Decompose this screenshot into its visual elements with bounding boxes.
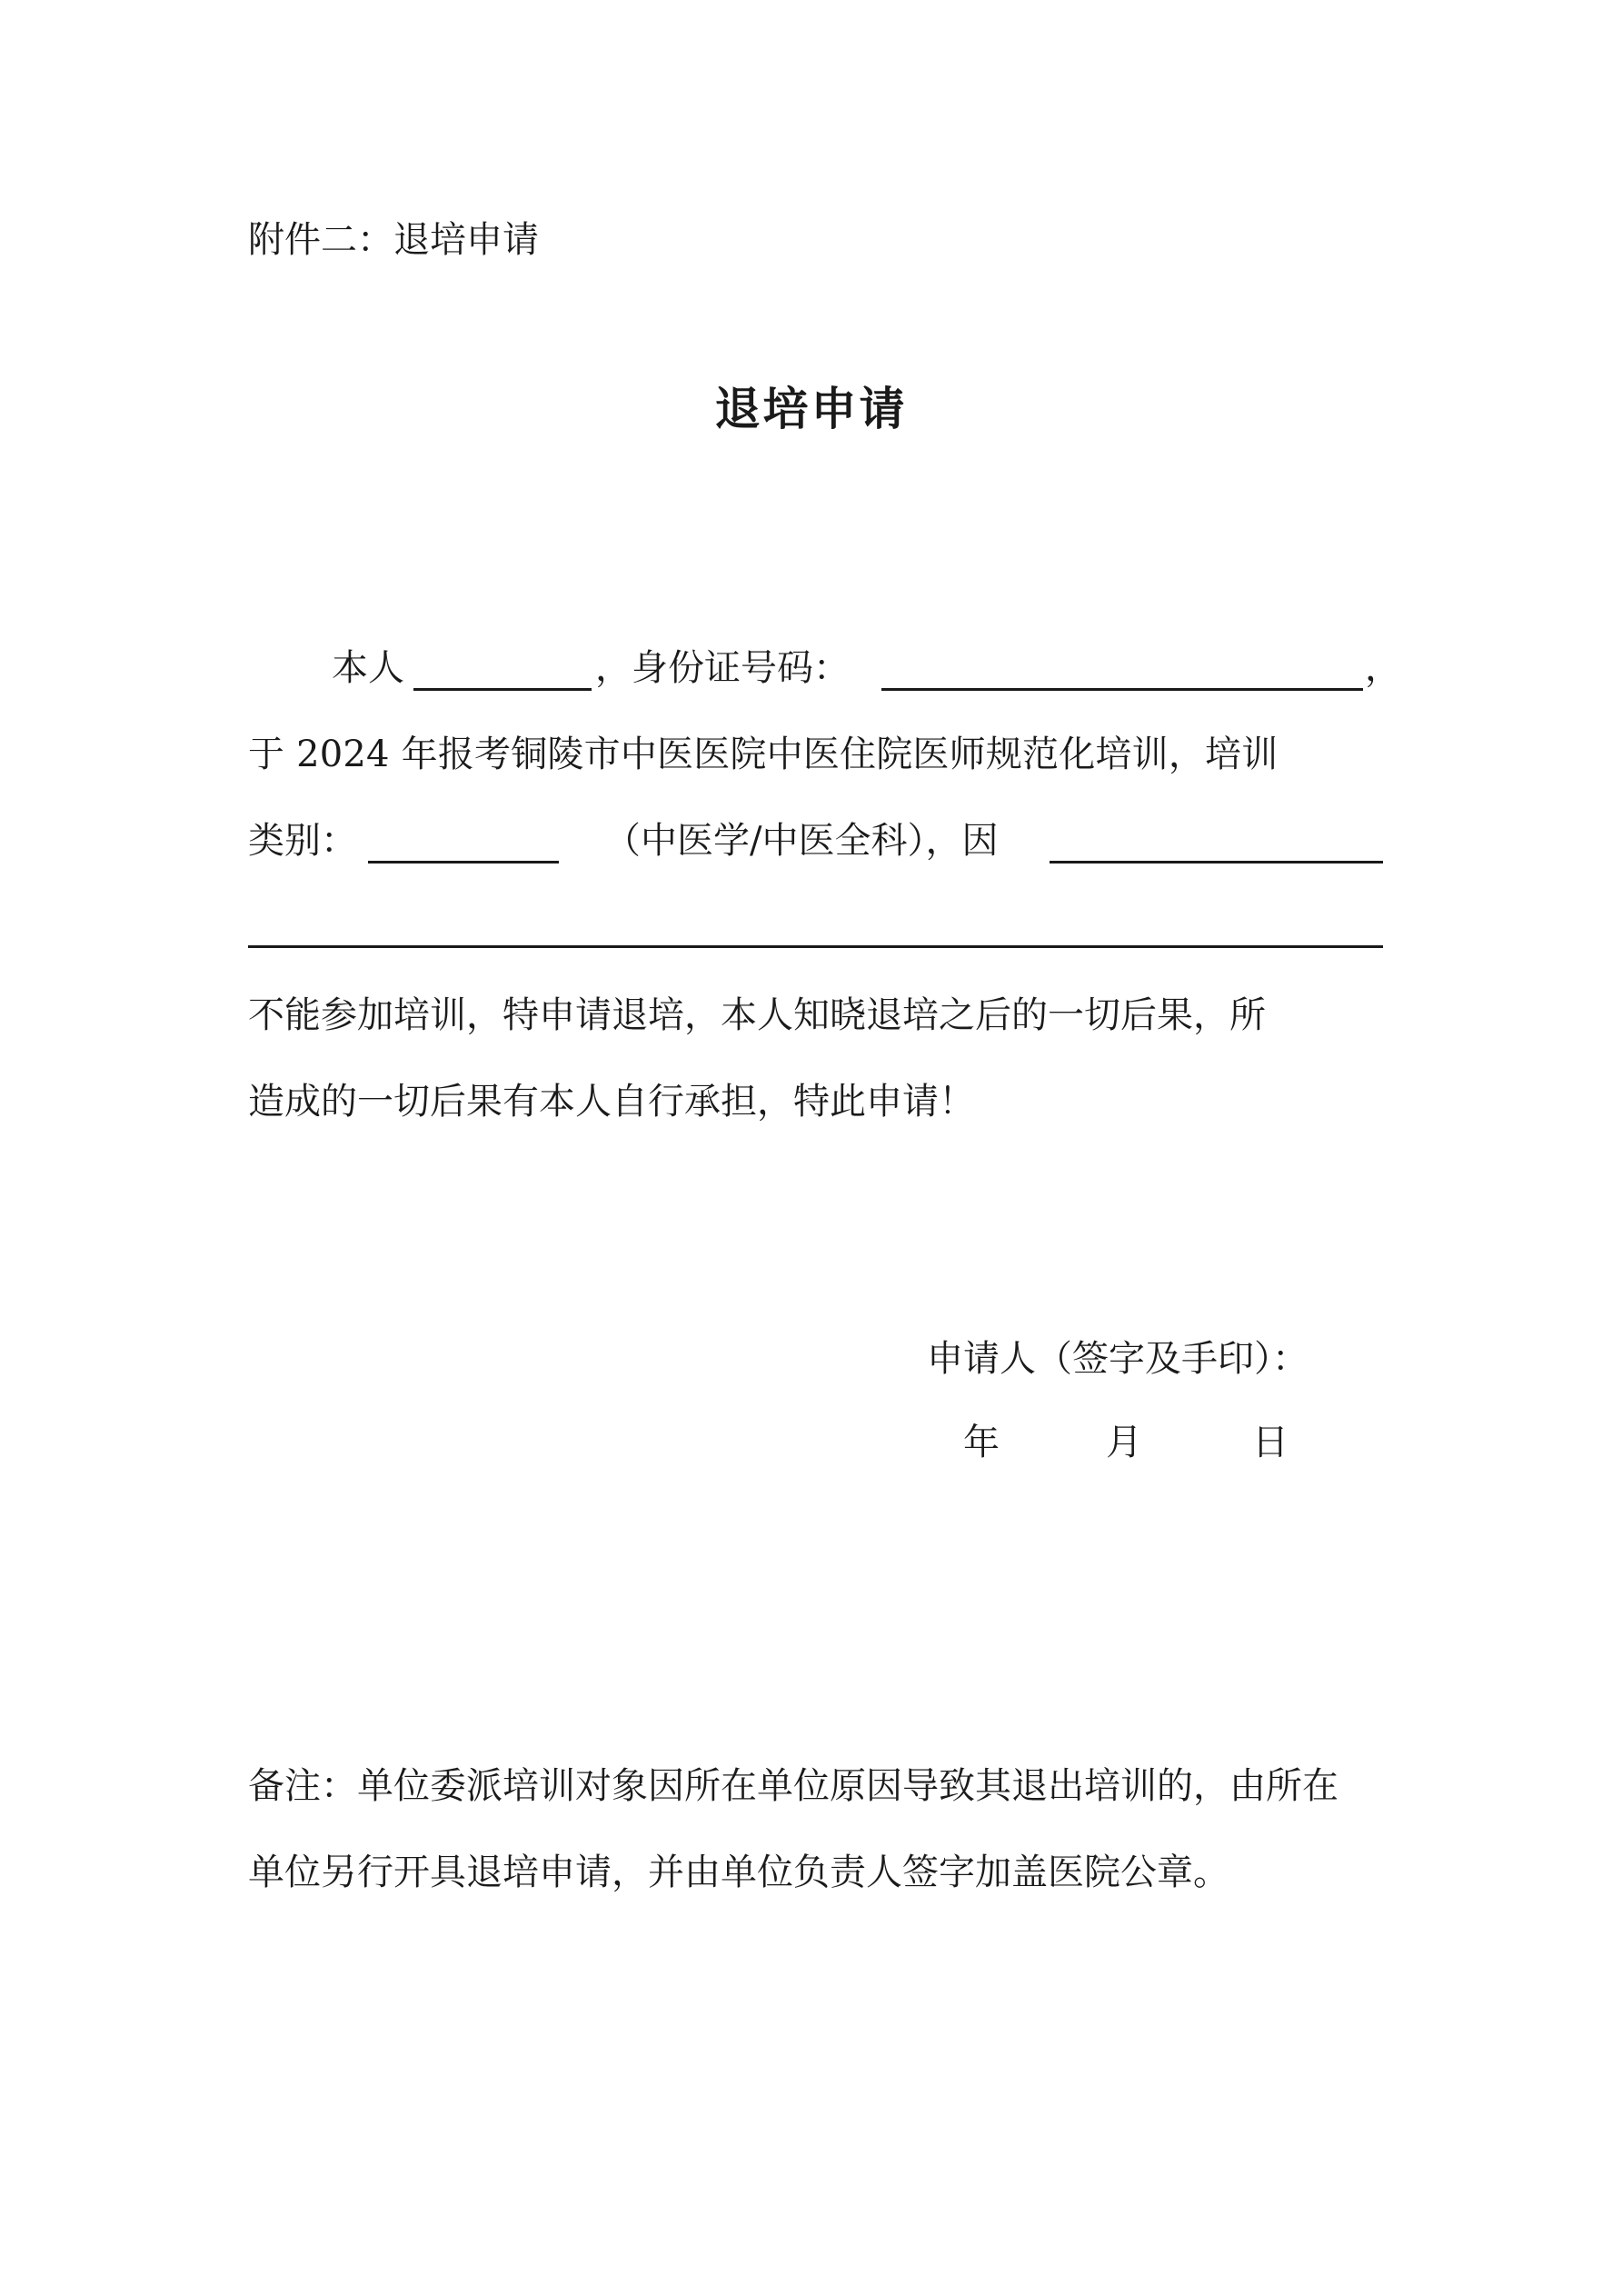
reason-blank[interactable] — [1050, 861, 1383, 863]
signature-label: 申请人（签字及手印）： — [927, 1338, 1309, 1380]
reason-blank-continued[interactable] — [248, 945, 1383, 948]
id-number-blank[interactable] — [881, 688, 1363, 691]
body-line-6: 造成的一切后果有本人自行承担，特此申请！ — [248, 1081, 975, 1123]
name-blank[interactable] — [413, 688, 592, 691]
body-line-5: 不能参加培训，特申请退培，本人知晓退培之后的一切后果，所 — [248, 994, 1266, 1036]
attachment-label: 附件二：退培申请 — [248, 219, 539, 261]
date-year-label: 年 — [963, 1422, 1000, 1463]
date-month-label: 月 — [1106, 1422, 1142, 1463]
body-line-2: 于 2024 年报考铜陵市中医医院中医住院医师规范化培训，培训 — [248, 734, 1279, 775]
line1-comma: ， — [1365, 647, 1401, 689]
category-blank[interactable] — [368, 861, 559, 863]
document-title: 退培申请 — [714, 383, 908, 435]
applicant-prefix: 本人 — [332, 647, 404, 689]
category-label: 类别： — [248, 820, 357, 862]
note-line-1: 备注：单位委派培训对象因所在单位原因导致其退出培训的，由所在 — [248, 1765, 1338, 1807]
id-number-label: ，身份证号码： — [595, 647, 850, 689]
note-line-2: 单位另行开具退培申请，并由单位负责人签字加盖医院公章。 — [248, 1852, 1229, 1893]
date-day-label: 日 — [1252, 1422, 1289, 1463]
category-options-reason-label: （中医学/中医全科），因 — [604, 820, 999, 862]
